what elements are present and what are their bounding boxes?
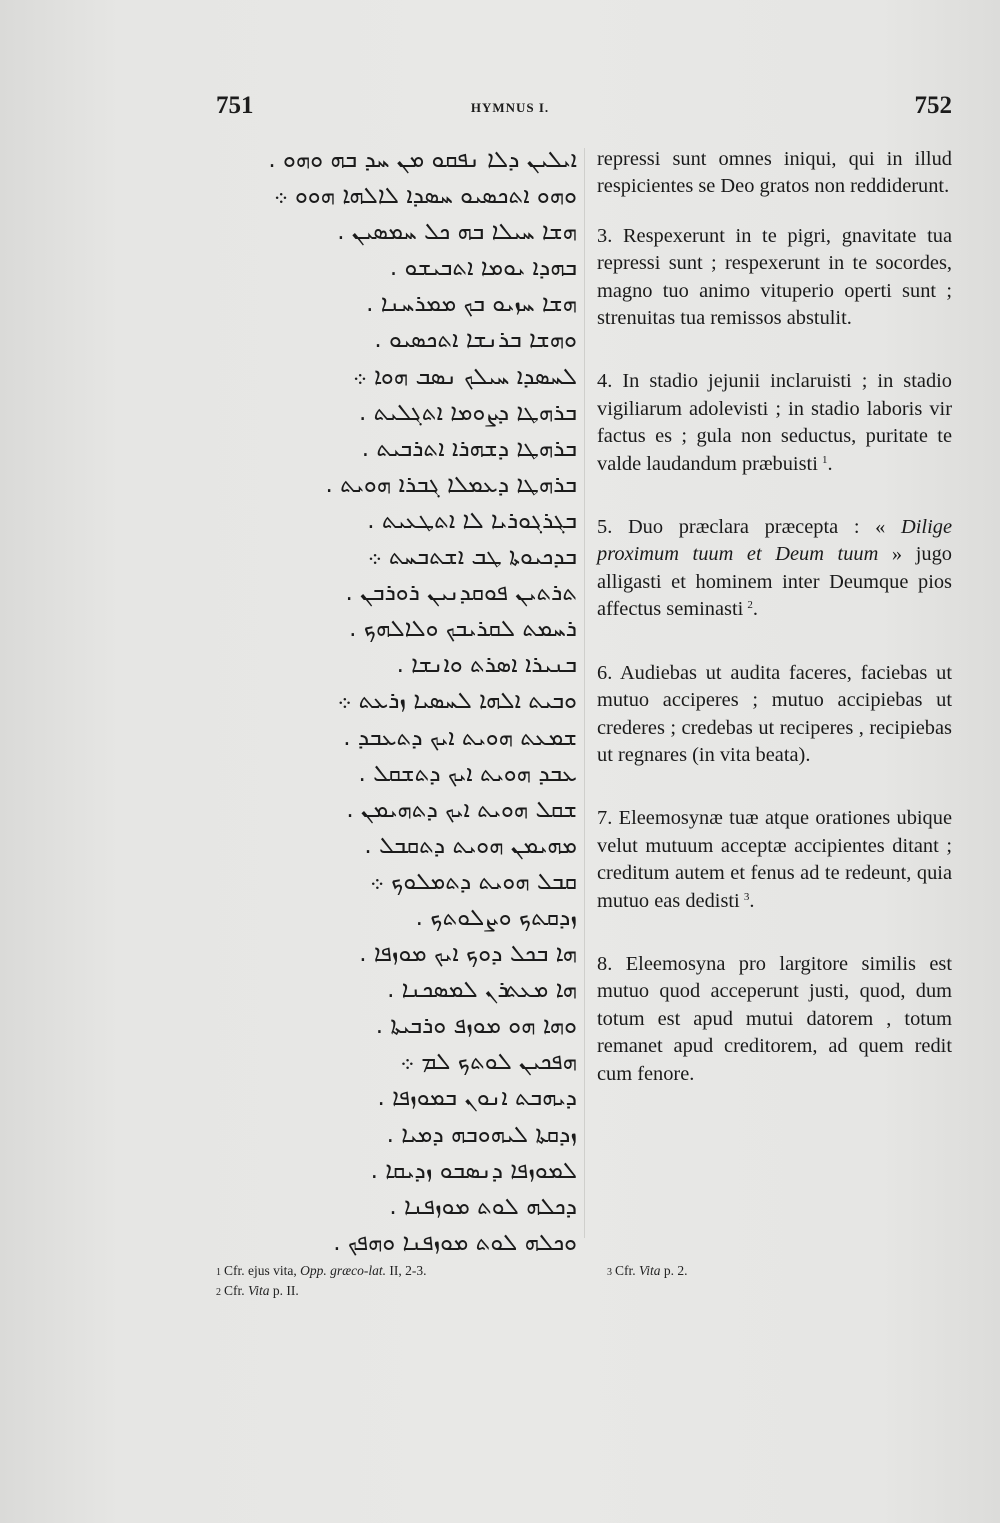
footnote-2-number: 2 (216, 1287, 221, 1298)
footnotes-right (607, 1262, 688, 1282)
syriac-line: ܡܗܝܡܢ ܗܘܝܬ ܕܬܩܒܠ . (364, 832, 577, 859)
syriac-line: ܒܪܗܛܐ ܕܫܗܪܐ ܐܬܪܒܝܬ . (361, 435, 577, 462)
syriac-line: ܗܦܟܝܢ ܠܘܬܟ ܠܡ ܀ (400, 1049, 577, 1076)
syriac-line: ܘܗܫܐ ܒܪܢܫܐ ܐܬܟܣܝܘ . (374, 327, 577, 354)
latin-paragraph-2-continued: repressi sunt omnes iniqui, qui in illud respicientes se Deo gratos non reddiderunt. (597, 148, 952, 198)
latin-paragraph-5 (597, 514, 952, 624)
footnote-1-text-a: Cfr. ejus vita, (224, 1263, 301, 1278)
syriac-line: ܪܚܡܬ ܠܩܪܝܒܟ ܘܠܐܠܗܟ . (349, 616, 577, 643)
syriac-line: ܒܗܕܐ ܝܘܡܐ ܐܬܒܝܫܘ . (389, 255, 577, 282)
syriac-line: ܗܐ ܒܟܠ ܕܘܟ ܐܝܟ ܡܘܙܦܐ . (359, 941, 577, 968)
footnote-2-text-b: p. II. (269, 1283, 299, 1298)
footnote-ref-2: 2 (747, 599, 753, 612)
page-number-left: 751 (216, 92, 254, 119)
syriac-line: ܒܕܟܝܘܬܐ ܛܒ ܐܫܬܒܚܬ ܀ (367, 544, 577, 571)
syriac-line: ܩܒܠ ܗܘܝܬ ܕܬܡܠܘܟ ܀ (369, 868, 577, 895)
footnote-2-text-a: Cfr. (224, 1283, 249, 1298)
latin-paragraph-6: 6. Audiebas ut audita faceres, faciebas ut mutuo acciperes ; mutuo accipiebas ut crederes ; credebas ut reciperes , recipiebas ut regnares (in vita beata). (597, 661, 952, 766)
syriac-line: ܠܚܣܕܐ ܚܝܠܟ ܢܣܒ ܗܘܐ ܀ (352, 363, 577, 390)
syriac-line: ܕܝܗܒܬ ܐܢܘܢ ܒܡܘܙܦܐ . (377, 1085, 577, 1112)
syriac-line: ܠܡܘܙܦܐ ܕܢܣܒܘ ܙܕܝܩܐ . (370, 1157, 577, 1184)
latin-paragraph-5-text-a: 5. Duo præclara præcepta : « (597, 516, 902, 539)
page-number-right: 752 (914, 92, 952, 119)
footnote-3-text-b: p. 2. (660, 1263, 688, 1278)
syriac-line: ܕܟܠܗ ܠܘܬ ܡܘܙܦܢܐ . (389, 1193, 577, 1220)
syriac-line: ܗܐ ܡܥܬܪܢ ܠܡܣܟܢܐ . (387, 977, 577, 1004)
latin-paragraph-5-end: . (752, 598, 758, 621)
latin-paragraph-5-text-b: » jugo alligasti et hominem inter Deumque pios affectus seminasti (597, 543, 952, 621)
syriac-line: ܒܓܪܓܘܪܝܐ ܠܐ ܐܬܛܥܝܬ . (367, 507, 577, 534)
syriac-column (215, 142, 577, 1261)
footnote-1-italic: Opp. græco-lat. (300, 1263, 386, 1278)
syriac-line: ܗܫܐ ܚܝܠܐ ܒܗ ܟܠ ܚܡܣܝܢ . (337, 219, 577, 246)
syriac-line: ܘܗܘ ܐܬܟܣܝܘ ܚܣܕܐ ܠܐܠܗܐ ܗܘܘ ܀ (273, 183, 577, 210)
syriac-line: ܒܪܗܛܐ ܕܥܡܠܐ ܓܒܪܐ ܗܘܝܬ . (325, 471, 577, 498)
syriac-line: ܘܗܐ ܗܘ ܡܘܙܦ ܘܪܒܝܬܐ . (375, 1013, 577, 1040)
latin-column (597, 146, 952, 1124)
latin-paragraph-5-italic: Dilige proximum tuum et Deum tuum (597, 516, 952, 566)
footnotes-left (216, 1262, 427, 1302)
latin-paragraph-3: 3. Respexerunt in te pigri, gnavitate tua repressi sunt ; respexerunt in te socordes, magno tuo animo vituperio operti sunt ; strenuitas tua remissos abstulit. (597, 224, 952, 330)
syriac-line: ܙܕܩܬܟ ܘܨܠܘܬܟ . (415, 904, 577, 931)
latin-paragraph-7-text: 7. Eleemosynæ tuæ atque orationes ubique velut mutuum acceptæ accipientes ditant ; creditum autem et fenus ad te redeunt, quia mutuo eas dedisti (597, 807, 952, 912)
footnote-2 (216, 1282, 427, 1302)
footnote-3-italic: Vita (639, 1263, 661, 1278)
running-title: HYMNUS I. (470, 100, 550, 115)
latin-paragraph-8: 8. Eleemosyna pro largitore similis est mutuo quod acceperunt justi, quod, dum totum est apud mutui datorem , totum remanet apud creditorem, ad quem redit cum fenore. (597, 952, 952, 1085)
latin-paragraph-4 (597, 368, 952, 478)
syriac-line: ܗܫܐ ܚܙܝܘ ܒܟ ܡܡܪܚܢܐ . (366, 291, 577, 318)
footnote-ref-1: 1 (821, 453, 828, 466)
footnote-1 (216, 1262, 427, 1282)
syriac-line: ܐܝܠܝܢ ܕܠܐ ܢܦܩܘ ܡܢ ܚܕ ܒܗ ܘܗܘ . (268, 147, 577, 173)
footnote-2-italic: Vita (248, 1283, 270, 1298)
syriac-line: ܙܕܩܬܐ ܠܝܗܘܒܗ ܕܡܝܐ . (386, 1121, 577, 1148)
footnote-3-text-a: Cfr. (615, 1263, 640, 1278)
latin-paragraph-7 (597, 805, 952, 915)
latin-paragraph-4-end: . (827, 452, 833, 475)
footnote-1-text-b: II, 2-3. (386, 1263, 427, 1278)
footnote-3-number: 3 (607, 1267, 612, 1278)
syriac-line: ܘܒܝܬ ܐܠܗܐ ܠܚܣܝܐ ܙܪܥܬ ܀ (337, 688, 577, 715)
footnote-1-number: 1 (216, 1267, 221, 1278)
latin-paragraph-7-end: . (749, 889, 755, 912)
syriac-line: ܒܪܗܛܐ ܕܨܘܡܐ ܐܬܓܠܝܬ . (358, 399, 577, 426)
column-divider (584, 148, 585, 1238)
syriac-line: ܫܩܠ ܗܘܝܬ ܐܝܟ ܕܬܗܝܡܢ . (346, 796, 577, 823)
syriac-line: ܫܡܥܬ ܗܘܝܬ ܐܝܟ ܕܬܥܒܕ . (343, 724, 577, 751)
syriac-line: ܒܢܝܪܐ ܐܣܪܬ ܘܐܢܫܐ . (396, 652, 577, 679)
latin-paragraph-4-text: 4. In stadio jejunii inclaruisti ; in stadio vigiliarum adolevisti ; in stadio laboris vir factus es ; gula non seductus, puritate te valde laudandum præbuisti (597, 370, 952, 475)
syriac-line: ܘܟܠܗ ܠܘܬ ܡܘܙܦܢܐ ܘܗܦܟ . (333, 1229, 577, 1256)
footnote-ref-3: 3 (743, 890, 750, 903)
syriac-line: ܬܪܬܝܢ ܦܘܩܕܢܝܢ ܪܘܪܒܢ . (345, 580, 577, 607)
syriac-line: ܥܒܕ ܗܘܝܬ ܐܝܟ ܕܬܫܩܠ . (358, 760, 577, 787)
footnote-3 (607, 1262, 688, 1282)
